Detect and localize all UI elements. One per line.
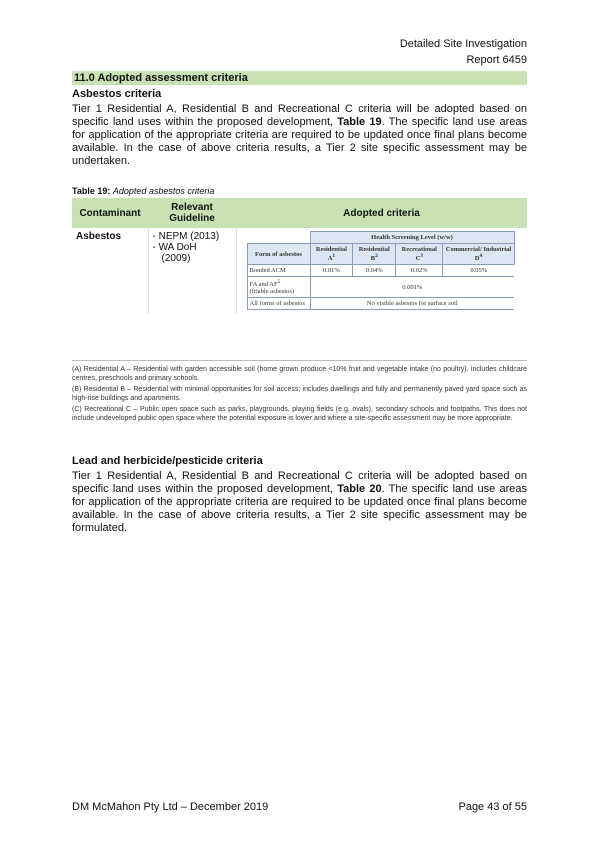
header-report-number: Report 6459 — [466, 54, 527, 66]
hsl-value: 0.02% — [396, 265, 443, 277]
table-19 — [72, 198, 527, 314]
footer-company-date: DM McMahon Pty Ltd – December 2019 — [72, 801, 269, 813]
hsl-col-commercial-d-label: Commercial/ Industrial D — [445, 246, 512, 263]
header-relevant-guideline: Relevant Guideline — [148, 198, 236, 228]
hsl-row-all-forms-label: All forms of asbestos — [247, 298, 310, 310]
header-contaminant: Contaminant — [72, 198, 148, 228]
table-20-reference: Table 20 — [337, 483, 382, 495]
hsl-col-recreational-c-sup: 3 — [420, 253, 423, 259]
asbestos-paragraph-text-1: Tier 1 Residential A, Residential B and Recreational C criteria will be adopted based on specific land uses within the proposed development, — [72, 103, 527, 128]
hsl-group-row — [247, 232, 514, 244]
hsl-blank-cell — [247, 232, 310, 244]
hsl-row-all-forms — [247, 298, 514, 310]
table-divider — [72, 360, 527, 361]
guideline-wa-doh: - WA DoH — [152, 242, 197, 253]
hsl-row-friable-label-text: FA and AF — [249, 281, 278, 289]
table-19-caption-label: Table 19: — [72, 186, 111, 196]
hsl-row-friable — [247, 277, 514, 298]
table-19-reference: Table 19 — [337, 116, 382, 128]
cell-contaminant: Asbestos — [72, 228, 148, 314]
hsl-row-friable-sup: 5 — [277, 279, 281, 286]
guideline-wa-doh-year: (2009) — [161, 253, 191, 264]
lead-paragraph — [72, 470, 527, 535]
table-19-caption-text: Adopted asbestos criteria — [112, 186, 215, 196]
hsl-row-bonded-acm-label: Bonded ACM — [247, 265, 310, 277]
hsl-value: 0.05% — [443, 265, 514, 277]
note-recreational-c: (C) Recreational C – Public open space such as parks, playgrounds, playing fields (e.g. ovals), secondary schools and footpaths. This does not include undeveloped public open space where the potential exposure is lower and where a site-specific assessment may be more appropriate. — [72, 406, 527, 422]
guideline-nepm: - NEPM (2013) — [152, 231, 220, 242]
hsl-col-residential-b — [353, 244, 396, 265]
section-heading: 11.0 Adopted assessment criteria — [72, 71, 527, 85]
hsl-col-commercial-d — [443, 244, 514, 265]
hsl-col-recreational-c — [396, 244, 443, 265]
hsl-group-header: Health Screening Level (w/w) — [310, 232, 514, 244]
hsl-col-residential-a — [310, 244, 353, 265]
note-residential-a: (A) Residential A – Residential with garden accessible soil (home grown produce <10% fruit and vegetable intake (no poultry), includes childcare centres, preschools and primary schools. — [72, 366, 527, 382]
hsl-col-residential-b-label: Residential B — [358, 246, 390, 263]
hsl-col-commercial-d-sup: 4 — [479, 253, 483, 259]
hsl-col-recreational-c-label: Recreational C — [401, 246, 437, 263]
cell-adopted-criteria — [236, 228, 527, 314]
cell-guideline — [148, 228, 236, 314]
header-adopted-criteria: Adopted criteria — [236, 198, 527, 228]
footer-page-number: Page 43 of 55 — [458, 801, 527, 813]
lead-paragraph-text-2: . The specific land use areas for application of the appropriate criteria are required to be updated once final plans become available. In the case of above criteria results, a Tier 2 site specific assessment may be formulated. — [72, 483, 527, 534]
hsl-value: 0.01% — [310, 265, 353, 277]
asbestos-paragraph-text-2: . The specific land use areas for application of the appropriate criteria are required to be updated once final plans become available. In the case of above criteria results, a Tier 2 site specific assessment may be undertaken. — [72, 116, 527, 167]
hsl-row-friable-label — [247, 277, 310, 298]
table-19-row-asbestos — [72, 228, 527, 314]
health-screening-table — [247, 231, 515, 310]
hsl-value: 0.04% — [353, 265, 396, 277]
asbestos-heading: Asbestos criteria — [72, 88, 162, 100]
hsl-col-residential-a-sup: 1 — [332, 253, 336, 259]
hsl-col-residential-b-sup: 2 — [375, 253, 378, 259]
hsl-row-bonded-acm — [247, 265, 514, 277]
hsl-col-residential-a-label: Residential A — [315, 246, 347, 263]
hsl-value-all-forms: No visible asbestos for surface soil — [310, 298, 514, 310]
header-title: Detailed Site Investigation — [399, 38, 527, 50]
table-19-header-row — [72, 198, 527, 228]
hsl-column-row — [247, 244, 514, 265]
hsl-row-friable-label-sub: (friable asbestos) — [249, 288, 295, 296]
note-residential-b: (B) Residential B – Residential with minimal opportunities for soil access; includes dwellings and fully and permanently paved yard space such as high-rise buildings and apartments. — [72, 386, 527, 402]
hsl-value-friable: 0.001% — [310, 277, 514, 298]
lead-paragraph-text-1: Tier 1 Residential A, Residential B and Recreational C criteria will be adopted based on specific land uses within the proposed development, — [72, 470, 527, 495]
table-19-caption — [72, 186, 214, 196]
lead-heading: Lead and herbicide/pesticide criteria — [72, 455, 263, 467]
hsl-col-form: Form of asbestos — [247, 244, 310, 265]
asbestos-paragraph — [72, 103, 527, 168]
